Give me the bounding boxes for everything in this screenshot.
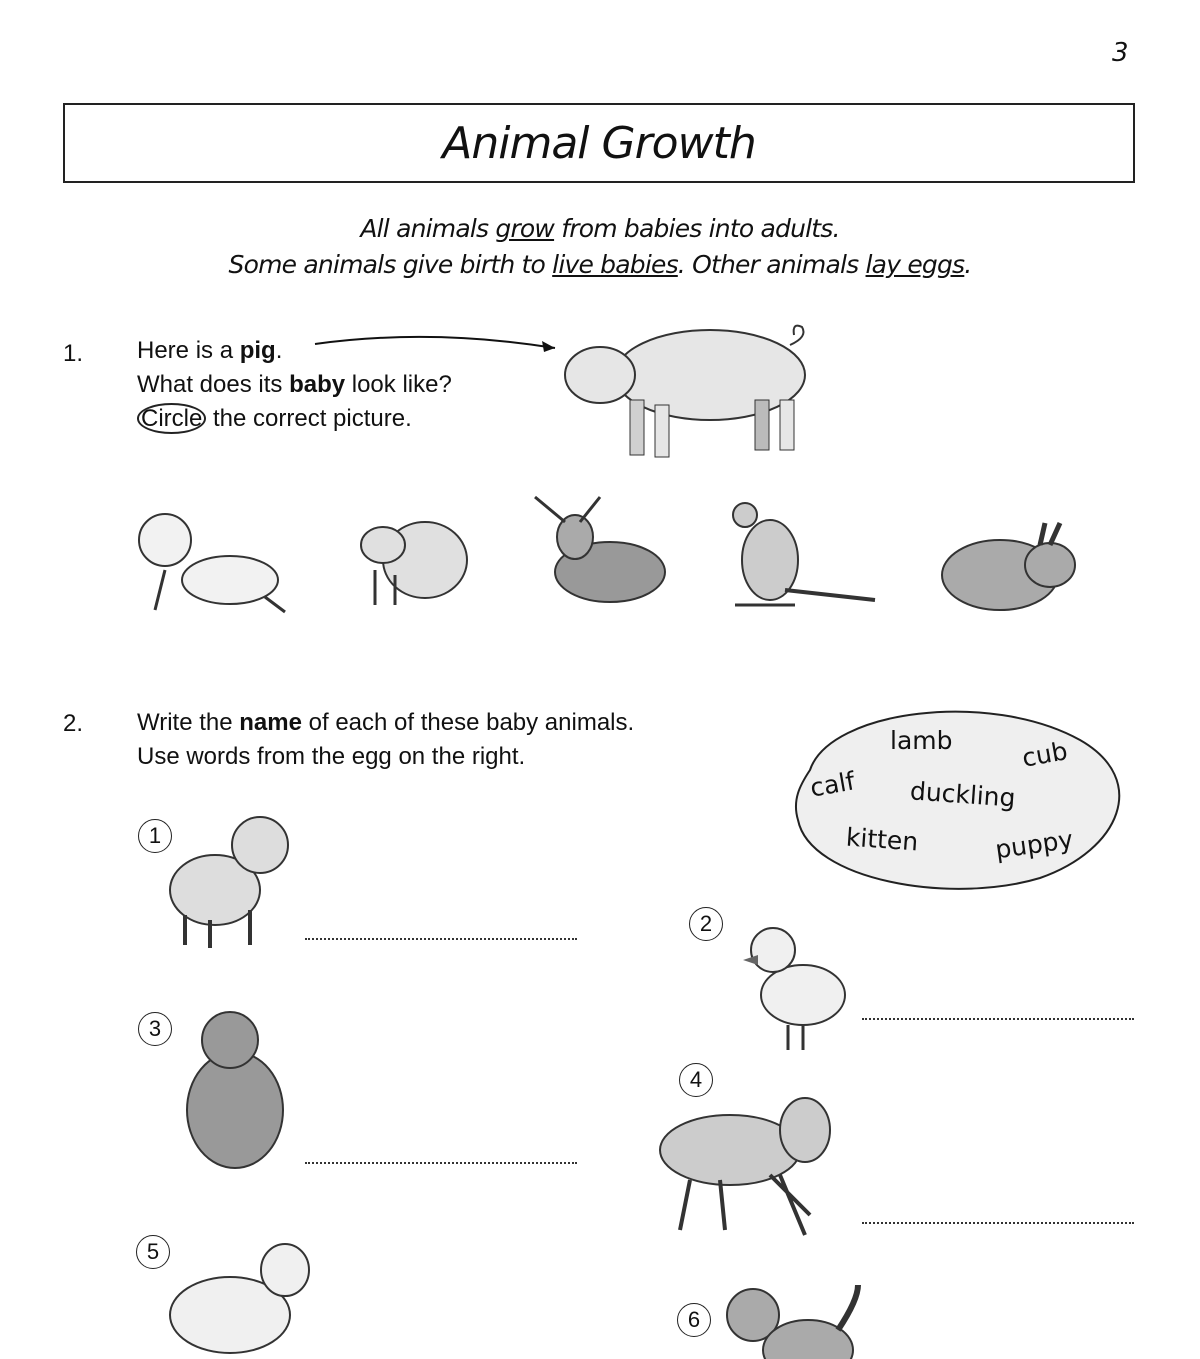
q1-text-part: What does its	[137, 371, 290, 398]
calf-image	[650, 1095, 850, 1240]
page-title: Animal Growth	[442, 117, 756, 169]
answer-line-4[interactable]	[862, 1222, 1134, 1224]
intro-underlined: lay eggs	[865, 250, 965, 279]
cub-image	[180, 1005, 300, 1175]
intro-line-2	[0, 250, 1200, 279]
arrow-icon	[310, 330, 570, 360]
item-number-4: 4	[679, 1063, 713, 1097]
page-number: 3	[1112, 38, 1129, 68]
option-kangaroo-image[interactable]	[725, 490, 885, 615]
q1-bold: pig	[239, 337, 276, 364]
q2-text-part: of each of these baby animals.	[301, 709, 635, 736]
q1-bold: baby	[289, 371, 346, 398]
q2-line-2: Use words from the egg on the right.	[137, 743, 526, 770]
q1-line-2	[137, 368, 452, 402]
egg-word-kitten: kitten	[845, 822, 920, 857]
item-number-1: 1	[138, 819, 172, 853]
answer-line-3[interactable]	[305, 1162, 577, 1164]
answer-line-2[interactable]	[862, 1018, 1134, 1020]
q2-text	[137, 706, 634, 774]
q1-text-part: the correct picture.	[206, 405, 412, 432]
q1-line-3	[137, 402, 452, 436]
intro-text: . Other animals	[677, 250, 866, 279]
option-bunny-image[interactable]	[935, 520, 1085, 615]
egg-word-calf: calf	[807, 766, 857, 803]
egg-word-duckling: duckling	[909, 776, 1017, 813]
pig-image	[560, 305, 820, 470]
q1-text-part: .	[275, 337, 283, 364]
egg-word-lamb: lamb	[890, 726, 953, 755]
q1-number: 1.	[63, 340, 84, 367]
intro-text: .	[964, 250, 972, 279]
q1-text-part: look like?	[345, 371, 452, 398]
intro-underlined: live babies	[552, 250, 678, 279]
kitten-image	[718, 1275, 863, 1359]
q2-text-part: Write the	[137, 709, 240, 736]
item-number-2: 2	[689, 907, 723, 941]
q2-bold: name	[239, 709, 302, 736]
intro-text: Some animals give birth to	[228, 250, 553, 279]
duckling-image	[738, 915, 853, 1055]
intro-text: All animals	[360, 214, 496, 243]
q1-text-part: Here is a	[137, 337, 240, 364]
circled-word: Circle	[137, 403, 206, 434]
item-number-5: 5	[136, 1235, 170, 1269]
item-number-3: 3	[138, 1012, 172, 1046]
answer-line-1[interactable]	[305, 938, 577, 940]
item-number-6: 6	[677, 1303, 711, 1337]
option-fawn-image[interactable]	[530, 492, 670, 617]
intro-line-1	[0, 214, 1200, 243]
option-piglet-image[interactable]	[355, 500, 475, 610]
intro-text: from babies into adults.	[554, 214, 840, 243]
intro-underlined: grow	[495, 214, 555, 243]
title-box	[63, 103, 1135, 183]
puppy-image	[155, 810, 300, 950]
q2-line-1	[137, 706, 634, 740]
q2-number: 2.	[63, 710, 84, 737]
option-human-baby-image[interactable]	[135, 500, 300, 620]
egg-word-puppy: puppy	[993, 824, 1075, 865]
egg-word-cub: cub	[1019, 736, 1070, 773]
lamb-image	[165, 1240, 315, 1359]
